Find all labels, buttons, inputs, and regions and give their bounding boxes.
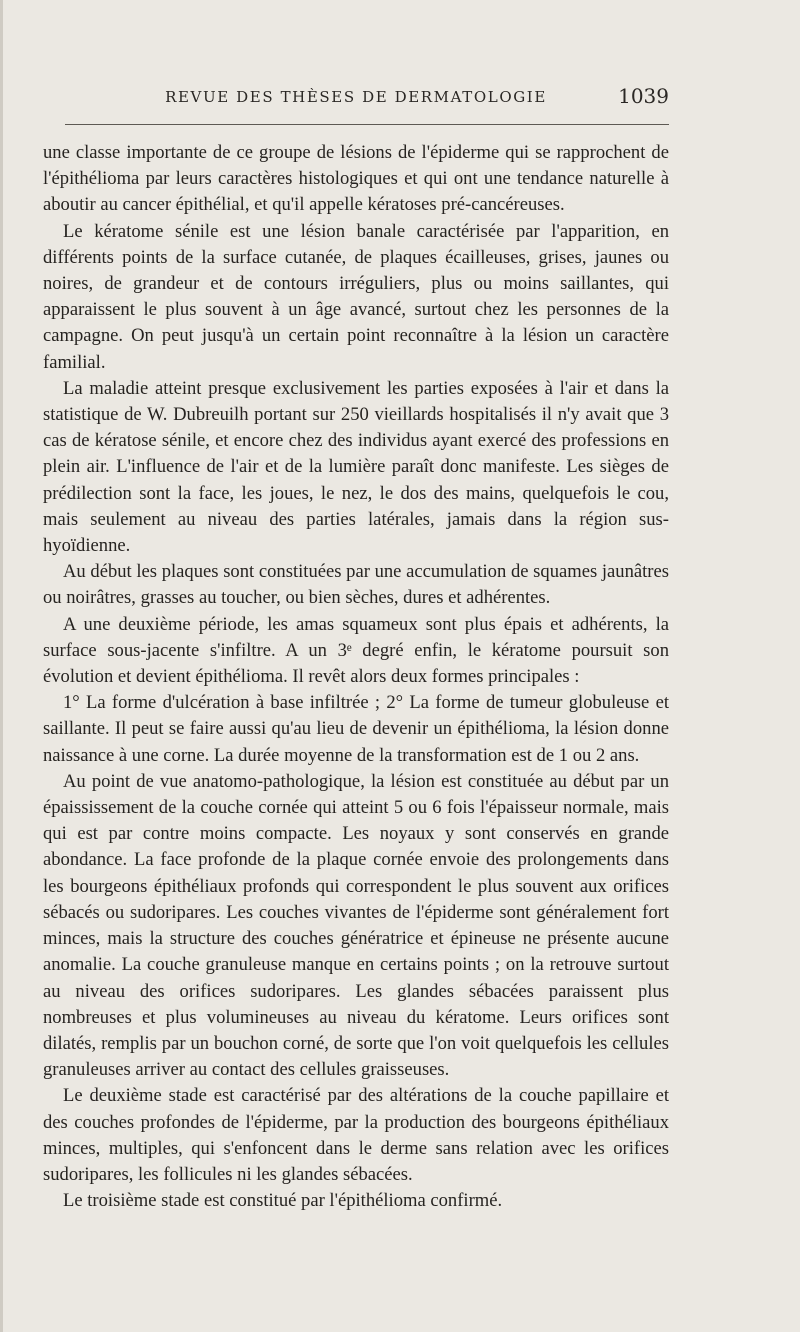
body-text [43, 140, 669, 1214]
paragraph: A une deuxième période, les amas squameux sont plus épais et adhérents, la surface sous-jacente s'infiltre. A un 3ᵉ degré enfin, le kératome poursuit son évolution et devient épithélioma. Il revêt alors deux formes principales : [43, 613, 669, 688]
running-head: REVUE DES THÈSES DE DERMATOLOGIE [165, 88, 547, 106]
page-number: 1039 [618, 84, 669, 108]
paragraph: Le troisième stade est constitué par l'épithélioma confirmé. [63, 1190, 503, 1212]
paragraph: La maladie atteint presque exclusivement les parties exposées à l'air et dans la statistique de W. Dubreuilh portant sur 250 vieillards hospitalisés il n'y avait que 3 cas de kératose sénile, et encore chez des individus ayant exercé des professions en plein air. L'influence de l'air et de la lumière paraît donc manifeste. Les sièges de prédilection sont la face, les joues, le nez, le dos des mains, quelquefois le cou, mais seulement au niveau des parties latérales, jamais dans la région sus-hyoïdienne. [43, 377, 669, 557]
paragraph: une classe importante de ce groupe de lésions de l'épiderme qui se rapprochent de l'épithélioma par leurs caractères histologiques et qui ont une tendance naturelle à aboutir au cancer épithélial, et qu'il appelle kératoses pré-cancéreuses. [43, 142, 669, 216]
header-rule [65, 124, 669, 125]
paragraph: Le kératome sénile est une lésion banale caractérisée par l'apparition, en différents points de la surface cutanée, de plaques écailleuses, grises, jaunes ou noires, de grandeur et de contours irréguliers, plus ou moins saillantes, qui apparaissent le plus souvent à un âge avancé, surtout chez les personnes de la campagne. On peut jusqu'à un certain point reconnaître à la lésion un caractère familial. [43, 220, 669, 373]
paragraph: Au point de vue anatomo-pathologique, la lésion est constituée au début par un épaississement de la couche cornée qui atteint 5 ou 6 fois l'épaisseur normale, mais qui est par contre moins compacte. Les noyaux y sont conservés en grande abondance. La face profonde de la plaque cornée envoie des prolongements dans les bourgeons épithéliaux profonds qui correspondent le plus souvent aux orifices sébacés ou sudoripares. Les couches vivantes de l'épiderme sont généralement fort minces, mais la structure des couches génératrice et épineuse ne présente aucune anomalie. La couche granuleuse manque en certains points ; on la retrouve surtout au niveau des orifices sudoripares. Les glandes sébacées paraissent plus nombreuses et plus volumineuses au niveau du kératome. Leurs orifices sont dilatés, remplis par un bouchon corné, de sorte que l'on voit quelquefois les cellules granuleuses arriver au contact des cellules graisseuses. [43, 770, 669, 1081]
paragraph: 1° La forme d'ulcération à base infiltrée ; 2° La forme de tumeur globuleuse et saillante. Il peut se faire aussi qu'au lieu de devenir un épithélioma, la lésion donne naissance à une corne. La durée moyenne de la transformation est de 1 ou 2 ans. [43, 692, 669, 766]
page-header [43, 84, 669, 114]
paragraph: Au début les plaques sont constituées par une accumulation de squames jaunâtres ou noirâtres, grasses au toucher, ou bien sèches, dures et adhérentes. [43, 561, 669, 609]
paragraph: Le deuxième stade est caractérisé par des altérations de la couche papillaire et des couches profondes de l'épiderme, par la production des bourgeons épithéliaux minces, multiples, qui s'enfoncent dans le derme sans relation avec les orifices sudoripares, les follicules ni les glandes sébacées. [43, 1085, 669, 1185]
